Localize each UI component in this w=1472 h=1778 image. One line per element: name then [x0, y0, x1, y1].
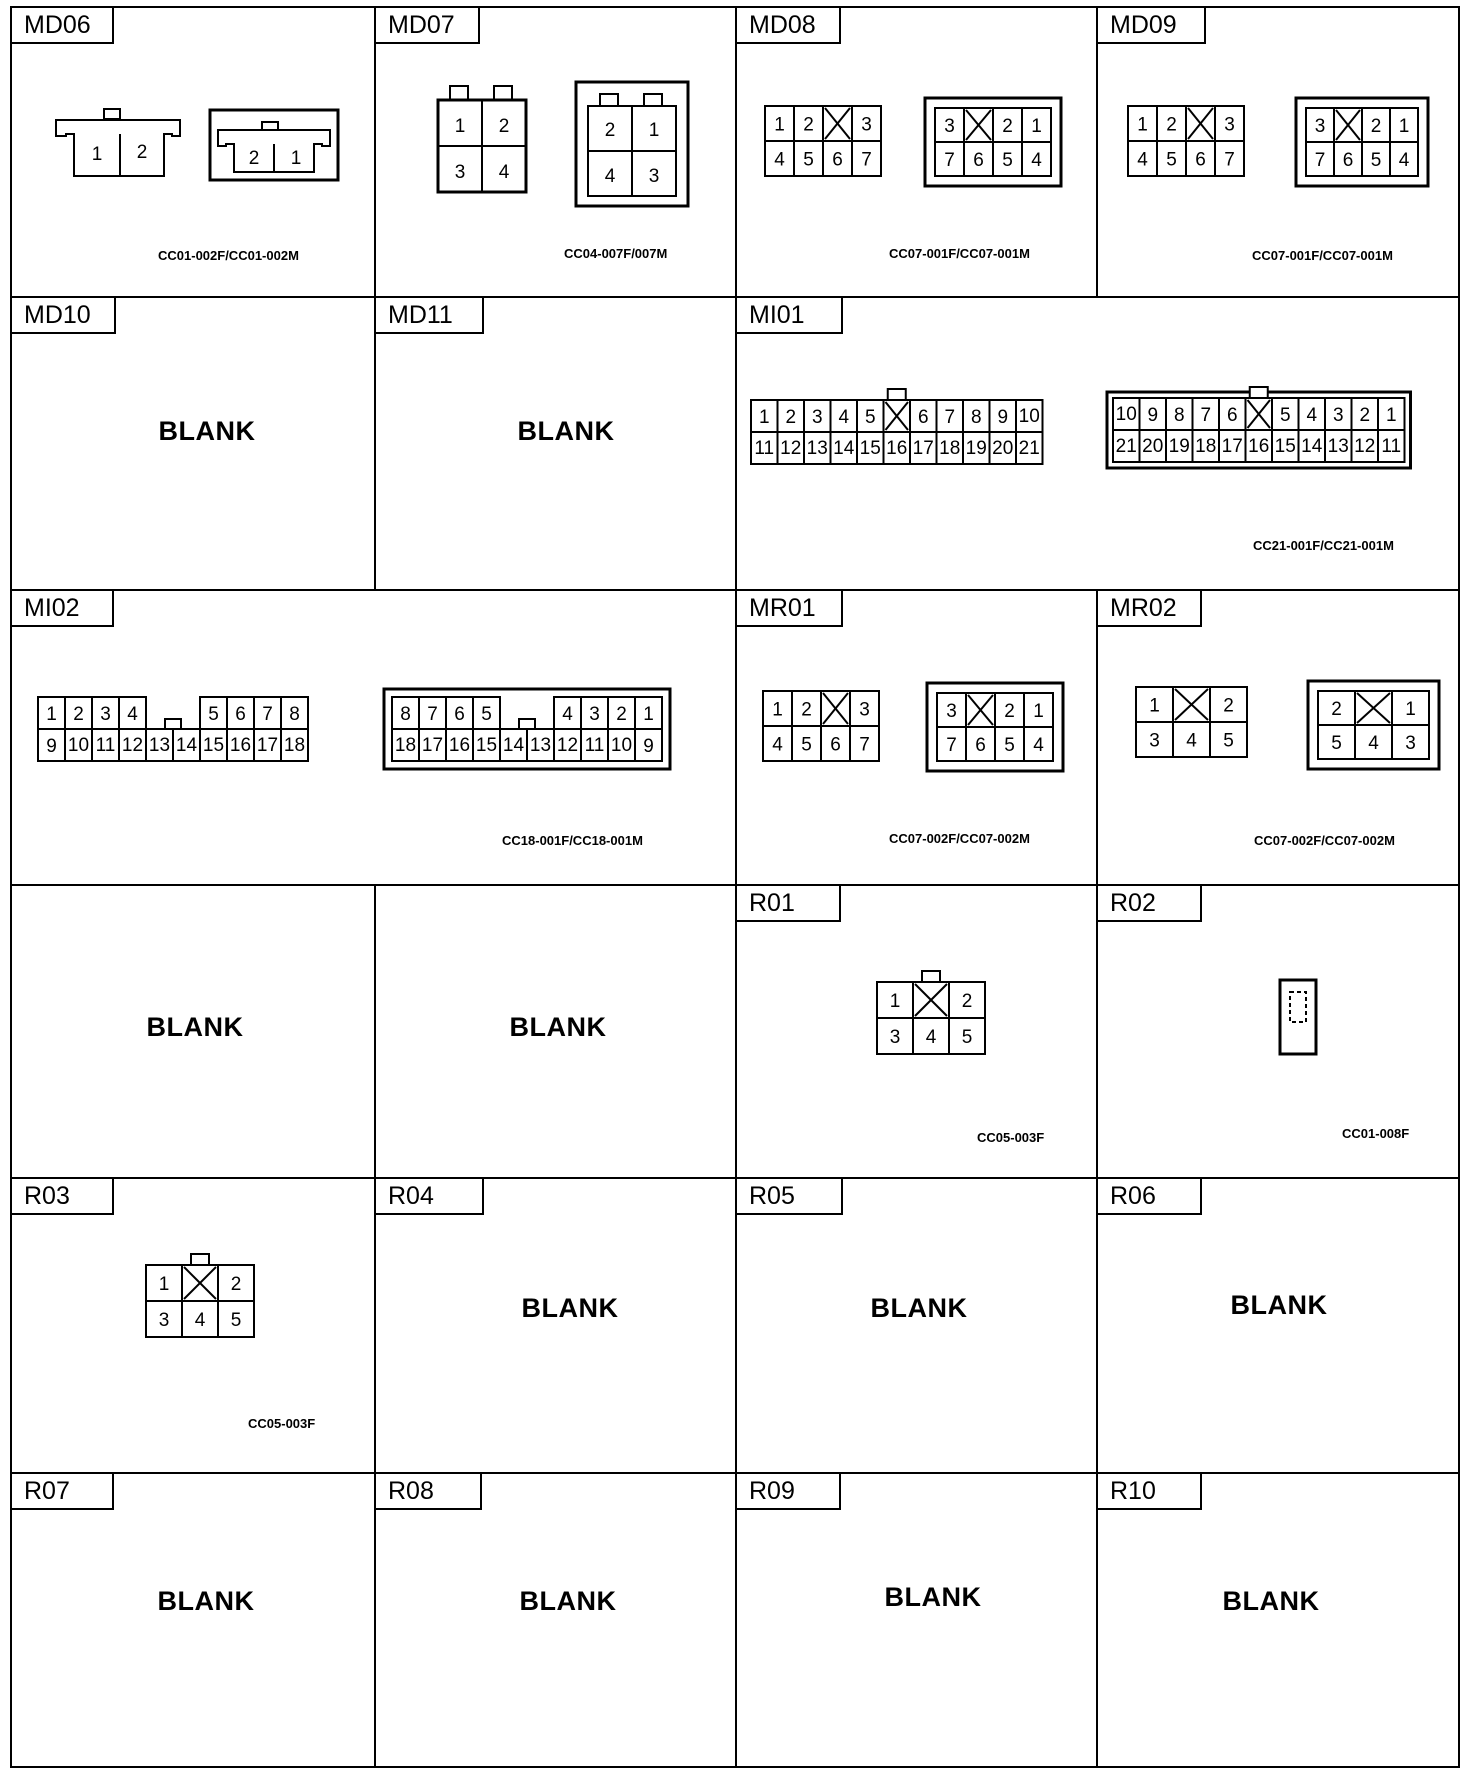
pin-label: 5 [1279, 404, 1291, 426]
pin-label: 1 [1137, 114, 1148, 136]
pin-label: 6 [1342, 149, 1354, 171]
pin-label: 3 [1332, 404, 1344, 426]
pin-label: 10 [610, 735, 633, 757]
connector-female [36, 695, 320, 775]
pin-label: 7 [1224, 149, 1235, 171]
blank-label: BLANK [870, 1293, 968, 1323]
pin-label: 1 [772, 699, 783, 721]
pin-label: 4 [838, 406, 850, 428]
pin-label: 5 [801, 734, 812, 756]
pin-label: 4 [562, 703, 573, 725]
pin-label: 15 [202, 735, 225, 757]
pin-label: 4 [1368, 732, 1379, 754]
connector-male [574, 80, 690, 210]
pin-label: 7 [1200, 404, 1212, 426]
pin-label: 2 [1004, 700, 1015, 722]
connector-tag: MD07 [376, 8, 480, 44]
pin-label: 3 [1224, 114, 1235, 136]
part-code: CC21-001F/CC21-001M [1253, 538, 1394, 553]
pin-label: 6 [454, 703, 465, 725]
cell-r08 [376, 1474, 735, 1766]
pin-label: 9 [46, 735, 57, 757]
pin-label: 1 [1385, 404, 1397, 426]
connector-tag: R06 [1098, 1179, 1202, 1215]
blank-label: BLANK [1222, 1586, 1320, 1616]
pin-label: 14 [833, 438, 855, 460]
blank-label: BLANK [509, 1012, 607, 1042]
pin-label: 3 [100, 703, 111, 725]
pin-label: 14 [1301, 436, 1323, 458]
connector-male [925, 681, 1069, 775]
connector-female [875, 970, 991, 1062]
pin-label: 18 [1195, 436, 1217, 458]
connector-tag: MI01 [737, 298, 843, 334]
connector-tag: MR01 [737, 591, 843, 627]
pin-label: 6 [917, 406, 929, 428]
blank-label: BLANK [157, 1586, 255, 1616]
pin-label: 13 [806, 438, 828, 460]
blank-label: BLANK [884, 1582, 982, 1612]
cell-r05 [737, 1179, 1096, 1472]
cell-md08 [737, 8, 1096, 296]
connector-male [1105, 380, 1458, 484]
pin-label: 18 [394, 735, 417, 757]
latch-tab [519, 719, 535, 729]
connector-female [763, 104, 887, 180]
pin-label: 4 [1186, 730, 1197, 752]
pin-label: 9 [643, 735, 654, 757]
connector-female [1126, 104, 1250, 180]
blank-label: BLANK [1230, 1290, 1328, 1320]
pin-label: 7 [262, 703, 273, 725]
connector-tag: R01 [737, 886, 841, 922]
pin-label: 18 [939, 438, 961, 460]
pin-label: 8 [970, 406, 982, 428]
pin-label: 5 [230, 1309, 242, 1331]
connector-tag: MD09 [1098, 8, 1206, 44]
pin-label: 5 [1223, 730, 1234, 752]
pin-label: 3 [158, 1309, 170, 1331]
pin-label: 3 [889, 1026, 901, 1048]
part-code: CC05-003F [248, 1416, 316, 1431]
pin-label: 15 [1274, 436, 1296, 458]
part-code: CC07-002F/CC07-002M [1254, 833, 1395, 848]
pin-label: 7 [427, 703, 438, 725]
part-code: CC01-002F/CC01-002M [158, 248, 299, 263]
pin-label: 5 [1331, 732, 1342, 754]
pin-label: 14 [175, 735, 198, 757]
pin-label: 7 [1314, 149, 1326, 171]
cell-blank-b [376, 886, 735, 1177]
pin-label: 13 [1327, 436, 1349, 458]
pin-label: 8 [289, 703, 300, 725]
pin-label: 1 [1405, 698, 1416, 720]
connector-tag: R10 [1098, 1474, 1202, 1510]
pin-label: 1 [290, 148, 302, 169]
pin-label: 9 [997, 406, 1009, 428]
pin-label: 12 [121, 735, 144, 757]
pin-label: 3 [946, 700, 957, 722]
connector-female [749, 388, 1049, 474]
pin-label: 2 [230, 1273, 242, 1295]
cell-r10 [1098, 1474, 1458, 1766]
pin-label: 4 [1398, 149, 1410, 171]
pin-label: 1 [91, 144, 103, 165]
pin-label: 1 [1398, 115, 1410, 137]
pin-label: 9 [1147, 404, 1159, 426]
connector-tag: R05 [737, 1179, 843, 1215]
pin-label: 16 [886, 438, 908, 460]
pin-label: 3 [1149, 730, 1160, 752]
connector-tag: R09 [737, 1474, 841, 1510]
pin-label: 2 [1166, 114, 1177, 136]
pin-label: 3 [589, 703, 600, 725]
pin-label: 4 [498, 162, 510, 183]
pin-label: 11 [95, 735, 116, 757]
pin-label: 6 [975, 734, 986, 756]
pin-label: 2 [1370, 115, 1382, 137]
pin-label: 6 [973, 149, 984, 171]
pin-label: 11 [584, 735, 605, 757]
pin-label: 17 [421, 735, 444, 757]
pin-label: 4 [127, 703, 138, 725]
pin-label: 4 [194, 1309, 206, 1331]
pin-label: 17 [912, 438, 934, 460]
pin-label: 2 [961, 990, 973, 1012]
pin-label: 2 [1359, 404, 1371, 426]
cell-mi01 [737, 298, 1458, 589]
connector-tag: R03 [12, 1179, 114, 1215]
pin-label: 21 [1018, 438, 1040, 460]
connector-female [144, 1253, 260, 1345]
pin-label: 2 [1331, 698, 1342, 720]
connector-female [1134, 685, 1250, 761]
pin-label: 5 [803, 149, 814, 171]
pin-label: 7 [859, 734, 870, 756]
frame-bottom [10, 1766, 1460, 1768]
pin-label: 3 [648, 166, 660, 187]
cell-mr01 [737, 591, 1096, 884]
pin-label: 1 [1149, 695, 1160, 717]
pin-label: 2 [136, 142, 148, 163]
pin-label: 6 [235, 703, 246, 725]
blank-label: BLANK [158, 416, 256, 446]
pin-label: 4 [772, 734, 783, 756]
cell-r09 [737, 1474, 1096, 1766]
connector-male [1294, 96, 1434, 190]
connector-tag: R08 [376, 1474, 482, 1510]
pin-label: 2 [498, 116, 510, 137]
blank-label: BLANK [519, 1586, 617, 1616]
connector-tag: MD08 [737, 8, 841, 44]
pin-label: 3 [811, 406, 823, 428]
pin-label: 6 [1226, 404, 1238, 426]
pin-label: 6 [830, 734, 841, 756]
pin-label: 1 [454, 116, 466, 137]
pin-label: 8 [1173, 404, 1185, 426]
pin-label: 11 [754, 438, 775, 460]
pin-label: 1 [643, 703, 654, 725]
pin-label: 1 [758, 406, 770, 428]
cell-mr02 [1098, 591, 1458, 884]
pin-label: 2 [616, 703, 627, 725]
pin-label: 1 [1033, 700, 1044, 722]
pin-label: 12 [556, 735, 579, 757]
pin-label: 2 [803, 114, 814, 136]
pin-label: 1 [1031, 115, 1042, 137]
pin-label: 2 [1002, 115, 1013, 137]
pin-label: 4 [1306, 404, 1318, 426]
cell-md07 [376, 8, 735, 296]
pin-label: 5 [1166, 149, 1177, 171]
pin-label: 3 [861, 114, 872, 136]
pin-label: 8 [400, 703, 411, 725]
pin-label: 13 [529, 735, 552, 757]
latch-tab [165, 719, 181, 729]
connector-male [208, 108, 340, 182]
pin-label: 10 [1115, 404, 1137, 426]
connector-tag: MD06 [12, 8, 114, 44]
blank-label: BLANK [517, 416, 615, 446]
cell-md06 [12, 8, 374, 296]
cell-md10 [12, 298, 374, 589]
pin-label: 10 [1018, 406, 1040, 428]
pin-label: 13 [148, 735, 171, 757]
pin-label: 21 [1115, 436, 1137, 458]
pin-label: 2 [604, 120, 616, 141]
pin-label: 7 [944, 149, 955, 171]
pin-label: 19 [1168, 436, 1190, 458]
cell-r02 [1098, 886, 1458, 1177]
pin-label: 7 [861, 149, 872, 171]
pin-label: 16 [448, 735, 471, 757]
cell-mi02 [12, 591, 735, 884]
part-code: CC07-002F/CC07-002M [889, 831, 1030, 846]
connector-tag: MR02 [1098, 591, 1202, 627]
cell-md09 [1098, 8, 1458, 296]
pin-label: 4 [1031, 149, 1042, 171]
pin-label: 15 [859, 438, 881, 460]
pin-label: 19 [965, 438, 987, 460]
connector-male [923, 96, 1067, 190]
pin-label: 16 [229, 735, 252, 757]
cell-r06 [1098, 1179, 1458, 1472]
pin-label: 3 [859, 699, 870, 721]
connector-single [1278, 978, 1318, 1058]
pin-label: 5 [208, 703, 219, 725]
pin-label: 4 [774, 149, 785, 171]
pin-label: 3 [1314, 115, 1326, 137]
pin-label: 1 [889, 990, 901, 1012]
part-code: CC04-007F/007M [564, 246, 668, 261]
pin-label: 1 [158, 1273, 170, 1295]
pin-label: 5 [961, 1026, 973, 1048]
pin-label: 5 [1004, 734, 1015, 756]
pin-label: 11 [1381, 436, 1402, 458]
pin-label: 12 [780, 438, 802, 460]
connector-female [54, 108, 184, 178]
connector-male [1306, 679, 1438, 773]
pin-label: 7 [946, 734, 957, 756]
cell-r07 [12, 1474, 374, 1766]
pin-label: 18 [283, 735, 306, 757]
connector-tag: MD10 [12, 298, 116, 334]
pin-label: 3 [454, 162, 466, 183]
part-code: CC07-001F/CC07-001M [889, 246, 1030, 261]
blank-label: BLANK [521, 1293, 619, 1323]
blank-label: BLANK [146, 1012, 244, 1042]
pin-label: 16 [1248, 436, 1270, 458]
pin-label: 5 [481, 703, 492, 725]
pin-label: 17 [1221, 436, 1243, 458]
pin-label: 14 [502, 735, 525, 757]
part-code: CC07-001F/CC07-001M [1252, 248, 1393, 263]
part-code: CC05-003F [977, 1130, 1045, 1145]
pin-label: 2 [801, 699, 812, 721]
pin-label: 2 [248, 148, 260, 169]
pin-label: 2 [73, 703, 84, 725]
cell-r01 [737, 886, 1096, 1177]
pin-label: 10 [67, 735, 90, 757]
cell-r04 [376, 1179, 735, 1472]
pin-label: 7 [944, 406, 956, 428]
pin-label: 5 [864, 406, 876, 428]
connector-tag: R04 [376, 1179, 484, 1215]
connector-female [761, 689, 885, 765]
pin-label: 17 [256, 735, 279, 757]
pin-label: 5 [1370, 149, 1382, 171]
pin-label: 4 [1033, 734, 1044, 756]
connector-male [382, 687, 682, 785]
connector-tag: MD11 [376, 298, 484, 334]
pin-label: 4 [925, 1026, 937, 1048]
cell-r03 [12, 1179, 374, 1472]
pin-label: 1 [648, 120, 660, 141]
frame-right [1458, 6, 1460, 1768]
pin-label: 3 [1405, 732, 1416, 754]
pin-label: 1 [774, 114, 785, 136]
pin-label: 1 [46, 703, 57, 725]
pin-label: 2 [785, 406, 797, 428]
connector-tag: MI02 [12, 591, 114, 627]
pin-label: 5 [1002, 149, 1013, 171]
pin-label: 3 [944, 115, 955, 137]
pin-label: 4 [604, 166, 616, 187]
pin-label: 20 [1142, 436, 1164, 458]
connector-tag: R07 [12, 1474, 114, 1510]
pin-label: 12 [1354, 436, 1376, 458]
pin-label: 4 [1137, 149, 1148, 171]
pin-label: 6 [832, 149, 843, 171]
pin-label: 2 [1223, 695, 1234, 717]
pin-label: 20 [992, 438, 1014, 460]
pin-label: 6 [1195, 149, 1206, 171]
connector-tag: R02 [1098, 886, 1202, 922]
cell-md11 [376, 298, 735, 589]
connector-female [436, 84, 530, 196]
cell-blank-a [12, 886, 374, 1177]
pin-label: 15 [475, 735, 498, 757]
part-code: CC01-008F [1342, 1126, 1410, 1141]
part-code: CC18-001F/CC18-001M [502, 833, 643, 848]
